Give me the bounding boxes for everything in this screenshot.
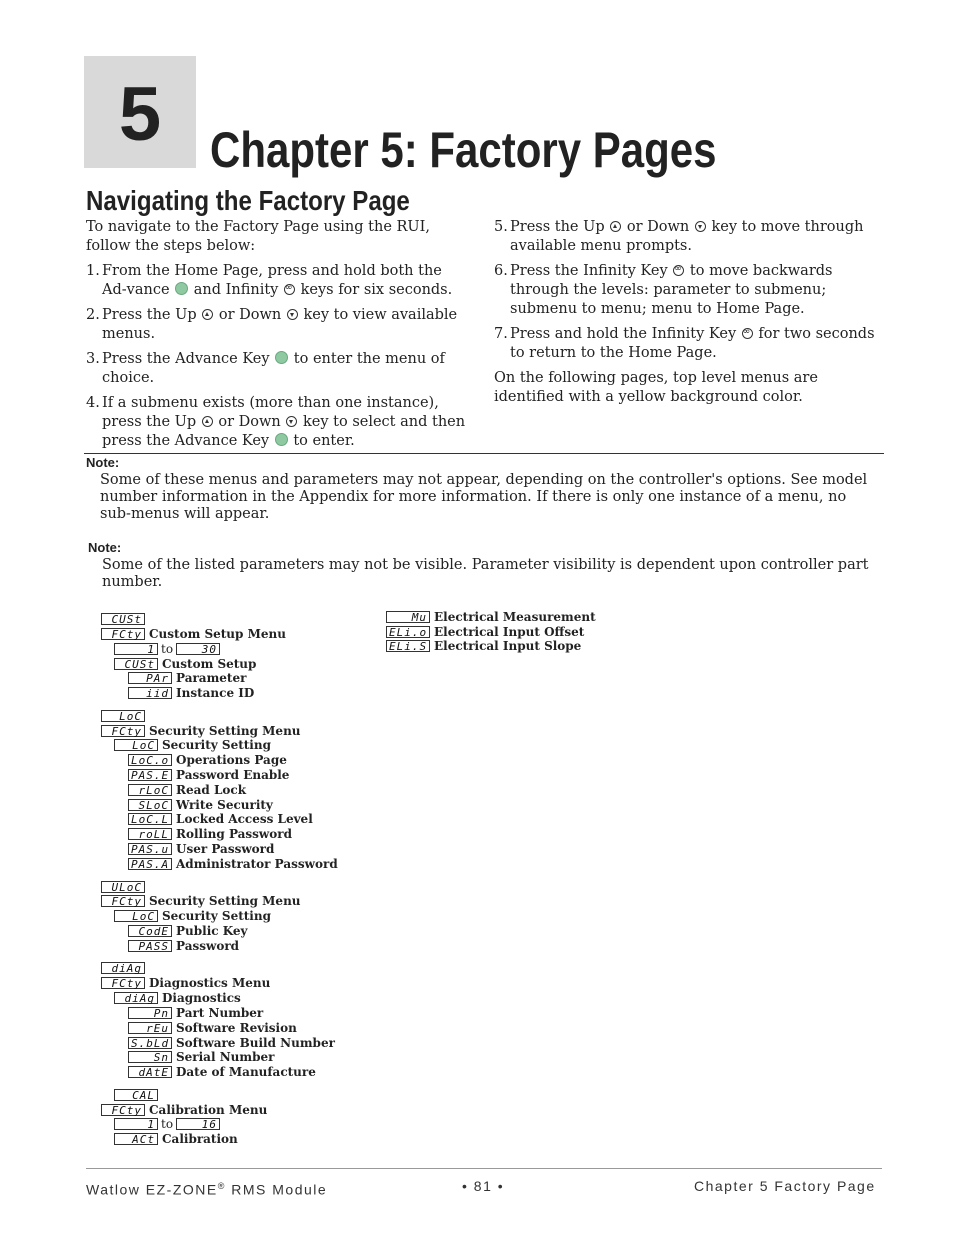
param-row: SLoC Write Security <box>128 798 273 812</box>
lcd-code: CUSt <box>114 658 158 670</box>
security-submenu-row: LoC Security Setting <box>114 738 271 752</box>
lcd-code: PAr <box>128 672 172 684</box>
lcd-code: CodE <box>128 925 172 937</box>
lcd-code: FCty <box>101 628 145 640</box>
lcd-code: CUSt <box>101 613 145 625</box>
lcd-code: LoC <box>114 739 158 751</box>
lcd-code: dAtE <box>128 1066 172 1078</box>
lcd-code: diAg <box>101 962 145 974</box>
footer-page-number: • 81 • <box>462 1178 505 1194</box>
calibration-submenu-row: ACt Calibration <box>114 1132 238 1146</box>
lcd-code: LoC.o <box>128 754 172 766</box>
lcd-code: diAg <box>114 992 158 1004</box>
unlock-menu-code-row <box>101 880 145 894</box>
lcd-code: ULoC <box>101 881 145 893</box>
param-row: PAS.E Password Enable <box>128 768 289 782</box>
chapter-title: Chapter 5: Factory Pages <box>210 122 717 178</box>
lcd-code: FCty <box>101 977 145 989</box>
unlock-submenu-row: LoC Security Setting <box>114 909 271 923</box>
param-row: PASS Password <box>128 939 239 953</box>
param-row: S.bLd Software Build Number <box>128 1036 335 1050</box>
step-7: 7. Press and hold the Infinity Key ∞ for two seconds to return to the Home Page. <box>494 325 886 363</box>
lcd-code: ELi.o <box>386 626 430 638</box>
param-row: Pn Part Number <box>128 1006 263 1020</box>
lcd-code: PAS.E <box>128 769 172 781</box>
lcd-code: rLoC <box>128 784 172 796</box>
calibration-menu-row: FCty Calibration Menu <box>101 1103 267 1117</box>
param-row: roLL Rolling Password <box>128 827 292 841</box>
lcd-code: PAS.u <box>128 843 172 855</box>
param-row: CodE Public Key <box>128 924 248 938</box>
param-row: ELi.o Electrical Input Offset <box>386 625 584 639</box>
lcd-code: FCty <box>101 895 145 907</box>
lcd-code: 1 <box>114 643 158 655</box>
custom-submenu-row: CUSt Custom Setup <box>114 657 256 671</box>
lcd-code: PASS <box>128 940 172 952</box>
security-menu-code-row <box>101 709 145 723</box>
diagnostics-submenu-row: diAg Diagnostics <box>114 991 241 1005</box>
step-2: 2. Press the Up or Down key to view available menus. <box>86 307 458 342</box>
note-2-label: Note: <box>88 540 122 555</box>
param-row: rEu Software Revision <box>128 1021 297 1035</box>
diagnostics-menu-row: FCty Diagnostics Menu <box>101 976 270 990</box>
lcd-code: FCty <box>101 1104 145 1116</box>
note-1-label: Note: <box>86 455 120 470</box>
lcd-code: 30 <box>176 643 220 655</box>
lcd-code: CAL <box>114 1089 158 1101</box>
param-row: LoC.o Operations Page <box>128 753 287 767</box>
section-title: Navigating the Factory Page <box>86 185 410 216</box>
param-row: PAS.A Administrator Password <box>128 857 338 871</box>
custom-menu-code-row <box>101 612 145 626</box>
lcd-code: iid <box>128 687 172 699</box>
diagnostics-menu-code-row <box>101 961 145 975</box>
lcd-code: FCty <box>101 725 145 737</box>
custom-menu-row: FCty Custom Setup Menu <box>101 627 286 641</box>
param-row: LoC.L Locked Access Level <box>128 812 313 826</box>
note-1-text: Some of these menus and parameters may not appear, depending on the controller's options. See model number information in the Appendix for more information. If there is only one instance of a menu, no sub-menus will appear. <box>100 472 868 522</box>
footer-rule <box>86 1168 882 1169</box>
param-row: dAtE Date of Manufacture <box>128 1065 316 1079</box>
param-row: Sn Serial Number <box>128 1050 274 1064</box>
param-row: PAS.u User Password <box>128 842 274 856</box>
step-1: 1. From the Home Page, press and hold both the Ad-vance and Infinity ∞ keys for six seconds. <box>86 262 468 300</box>
footer-right: Chapter 5 Factory Page <box>694 1178 876 1194</box>
lcd-code: 16 <box>176 1118 220 1130</box>
lcd-code: Sn <box>128 1051 172 1063</box>
unlock-menu-row: FCty Security Setting Menu <box>101 894 301 908</box>
lcd-code: LoC.L <box>128 813 172 825</box>
param-row: Mu Electrical Measurement <box>386 610 596 624</box>
closing-text: On the following pages, top level menus are identified with a yellow background color. <box>494 370 818 405</box>
lcd-code: PAS.A <box>128 858 172 870</box>
step-6: 6. Press the Infinity Key ∞ to move backwards through the levels: parameter to submenu; submenu to menu; menu to Home Page. <box>494 262 886 319</box>
lcd-code: LoC <box>114 910 158 922</box>
lcd-code: ACt <box>114 1133 158 1145</box>
security-menu-row: FCty Security Setting Menu <box>101 724 301 738</box>
step-3: 3. Press the Advance Key to enter the menu of choice. <box>86 351 445 386</box>
param-row: iid Instance ID <box>128 686 254 700</box>
chapter-number: 5 <box>118 72 162 157</box>
calibration-menu-code-row <box>114 1088 158 1102</box>
footer-left: Watlow EZ-ZONE® RMS Module <box>86 1181 328 1198</box>
lcd-code: rEu <box>128 1022 172 1034</box>
custom-range-row: 1 to 30 <box>114 642 220 656</box>
lcd-code: LoC <box>101 710 145 722</box>
lcd-code: ELi.S <box>386 640 430 652</box>
lcd-code: Pn <box>128 1007 172 1019</box>
step-4: 4. If a submenu exists (more than one instance), press the Up or Down key to select and then press the Advance Key to enter. <box>86 395 466 449</box>
param-row: rLoC Read Lock <box>128 783 246 797</box>
lcd-code: 1 <box>114 1118 158 1130</box>
step-5: 5. Press the Up or Down key to move through available menu prompts. <box>494 219 864 254</box>
intro-text: To navigate to the Factory Page using the RUI, follow the steps below: <box>86 219 430 254</box>
note-2-text: Some of the listed parameters may not be visible. Parameter visibility is dependent upon controller part number. <box>102 557 869 590</box>
calibration-range-row: 1 to 16 <box>114 1117 220 1131</box>
lcd-code: SLoC <box>128 799 172 811</box>
param-row: PAr Parameter <box>128 671 246 685</box>
lcd-code: roLL <box>128 828 172 840</box>
lcd-code: Mu <box>386 611 430 623</box>
lcd-code: S.bLd <box>128 1037 172 1049</box>
param-row: ELi.S Electrical Input Slope <box>386 639 581 653</box>
